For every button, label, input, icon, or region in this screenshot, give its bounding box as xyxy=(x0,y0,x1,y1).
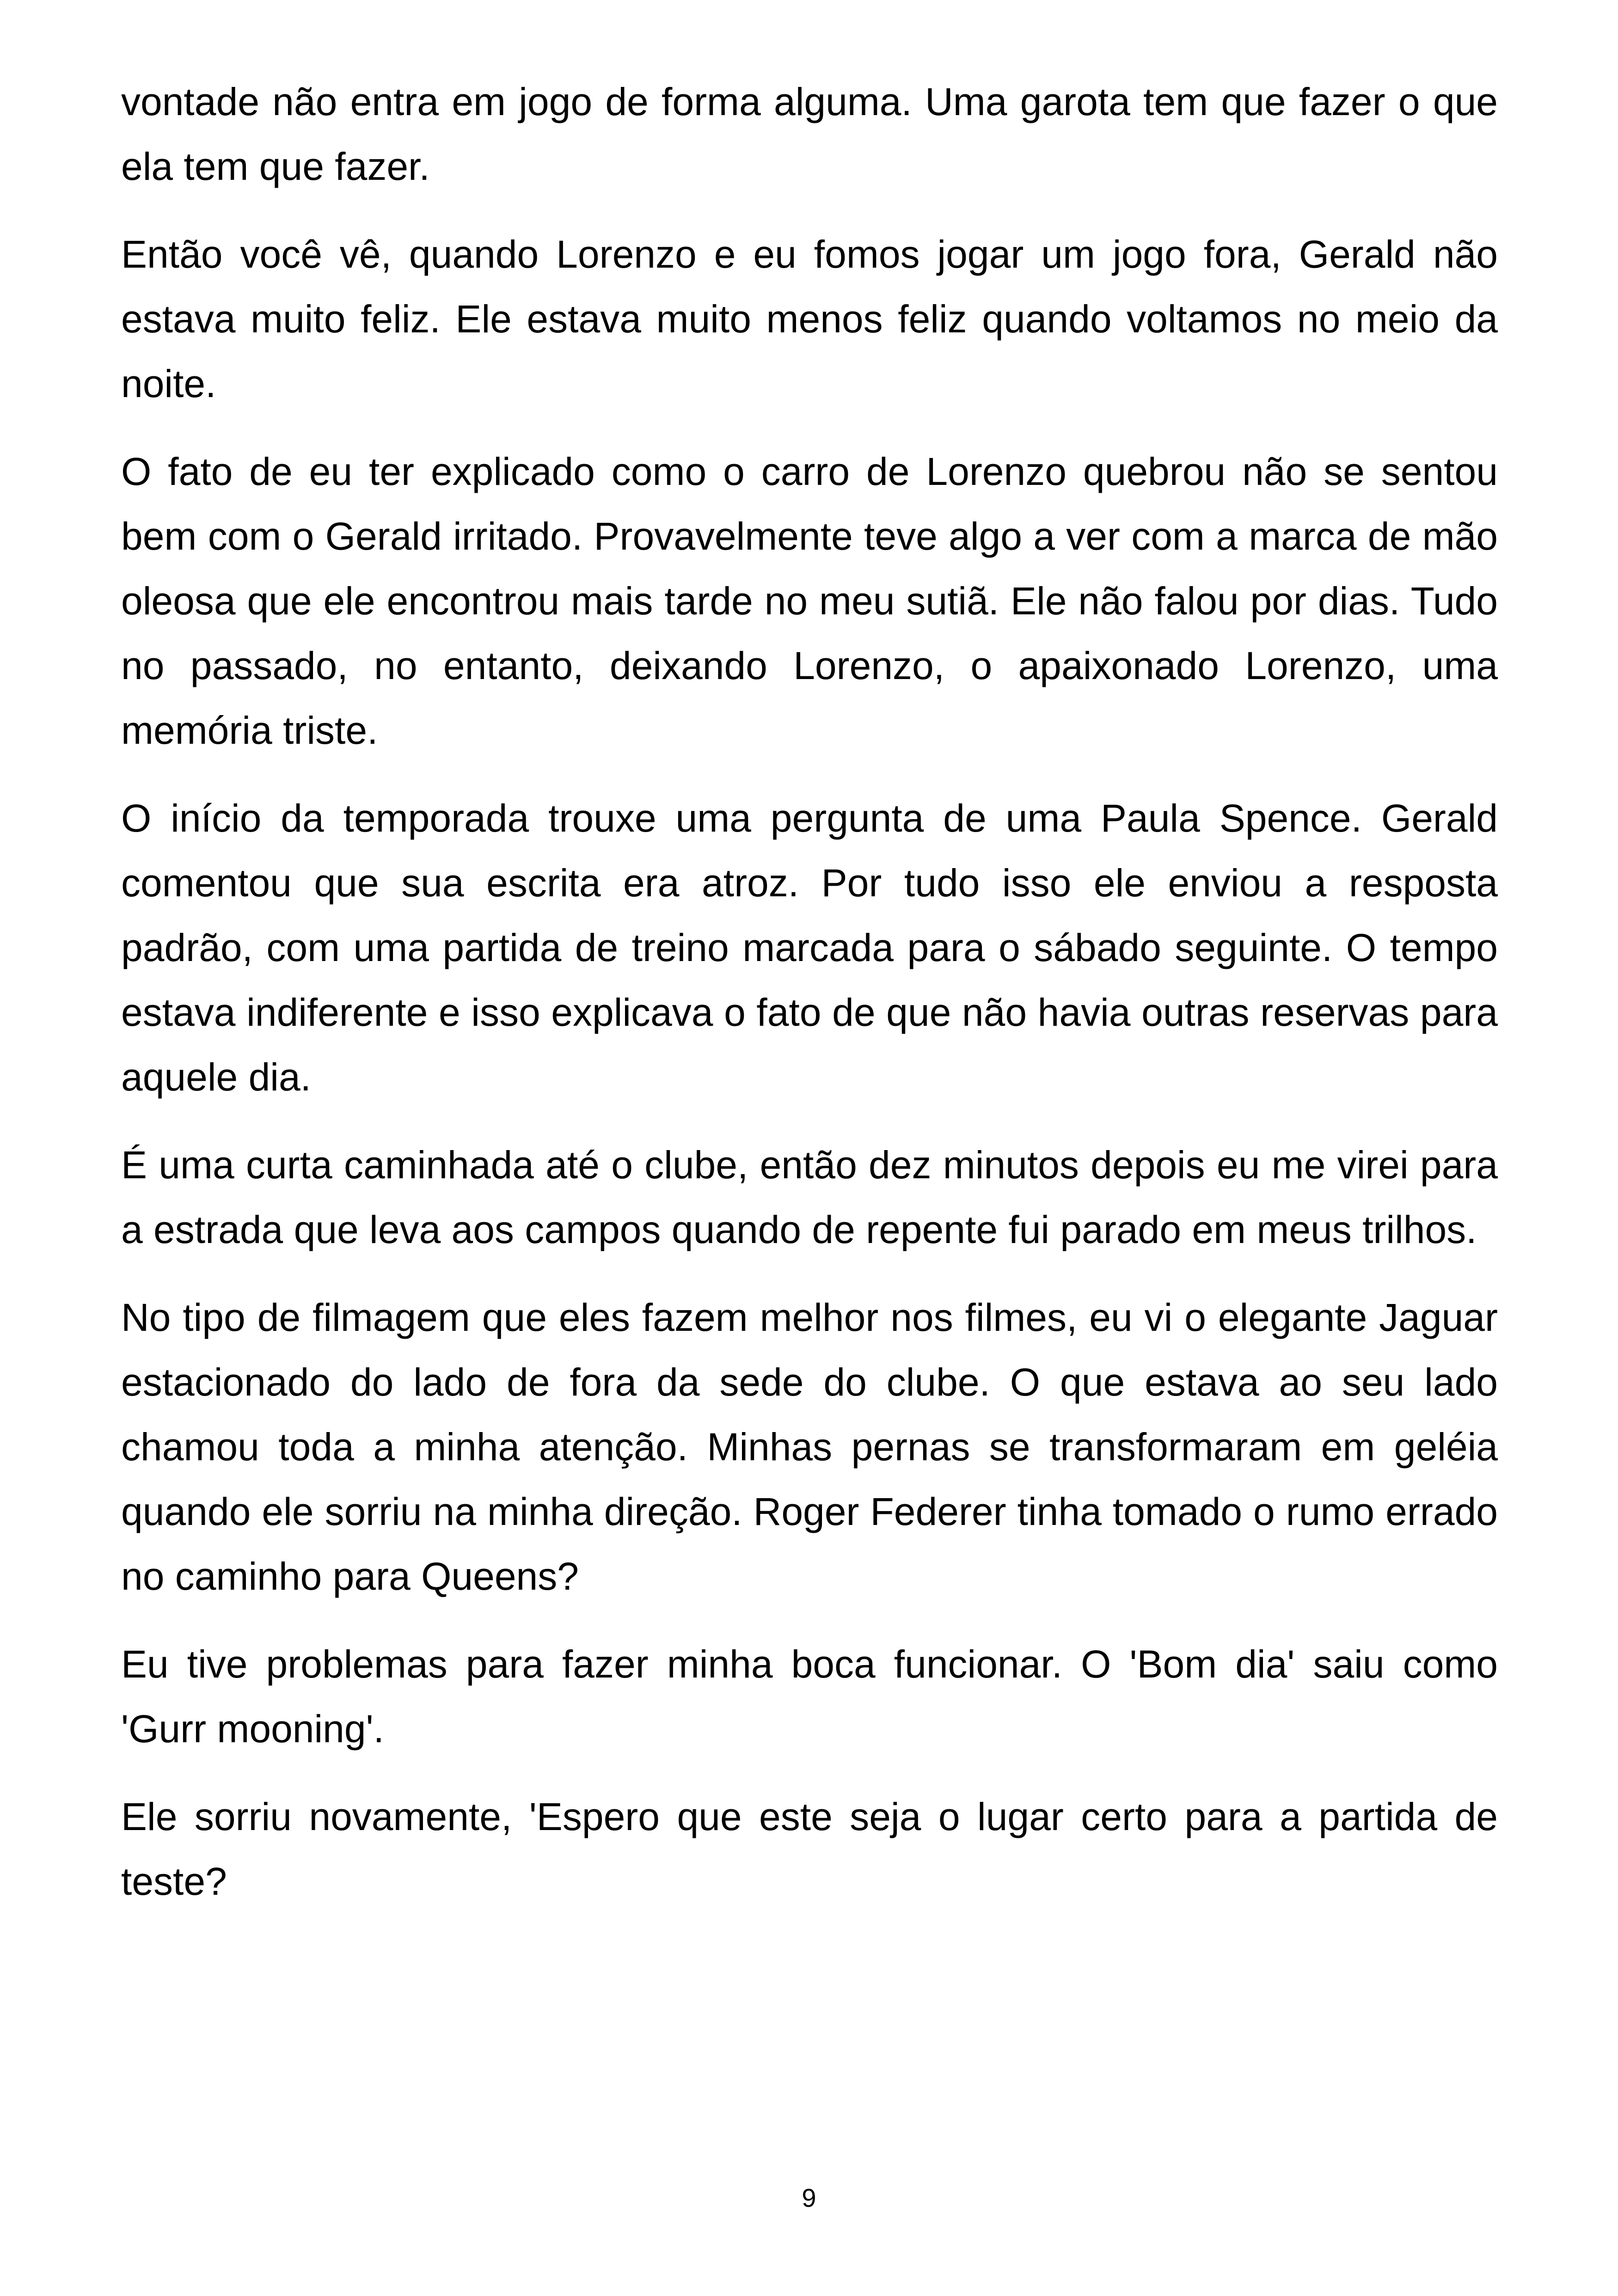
paragraph-7: Eu tive problemas para fazer minha boca funcionar. O 'Bom dia' saiu como 'Gurr mooning'. xyxy=(121,1642,1498,1751)
page-number: 9 xyxy=(802,2183,816,2212)
paragraph-2: Então você vê, quando Lorenzo e eu fomos jogar um jogo fora, Gerald não estava muito feliz. Ele estava muito menos feliz quando voltamos no meio da noite. xyxy=(121,233,1498,405)
paragraph-5: É uma curta caminhada até o clube, então dez minutos depois eu me virei para a estrada que leva aos campos quando de repente fui parado em meus trilhos. xyxy=(121,1143,1498,1251)
paragraph-1: vontade não entra em jogo de forma alguma. Uma garota tem que fazer o que ela tem que fazer. xyxy=(121,80,1498,188)
paragraph-6: No tipo de filmagem que eles fazem melhor nos filmes, eu vi o elegante Jaguar estacionado do lado de fora da sede do clube. O que estava ao seu lado chamou toda a minha atenção. Minhas pernas se transformaram em geléia quando ele sorriu na minha direção. Roger Federer tinha tomado o rumo errado no caminho para Queens? xyxy=(121,1296,1498,1598)
paragraph-4: O início da temporada trouxe uma pergunta de uma Paula Spence. Gerald comentou que sua escrita era atroz. Por tudo isso ele enviou a resposta padrão, com uma partida de treino marcada para o sábado seguinte. O tempo estava indiferente e isso explicava o fato de que não havia outras reservas para aquele dia. xyxy=(121,796,1498,1099)
paragraph-8: Ele sorriu novamente, 'Espero que este seja o lugar certo para a partida de teste? xyxy=(121,1795,1498,1903)
paragraph-3: O fato de eu ter explicado como o carro de Lorenzo quebrou não se sentou bem com o Gerald irritado. Provavelmente teve algo a ver com a marca de mão oleosa que ele encontrou mais tarde no meu sutiã. Ele não falou por dias. Tudo no passado, no entanto, deixando Lorenzo, o apaixonado Lorenzo, uma memória triste. xyxy=(121,450,1498,752)
body-text xyxy=(121,69,1498,1937)
